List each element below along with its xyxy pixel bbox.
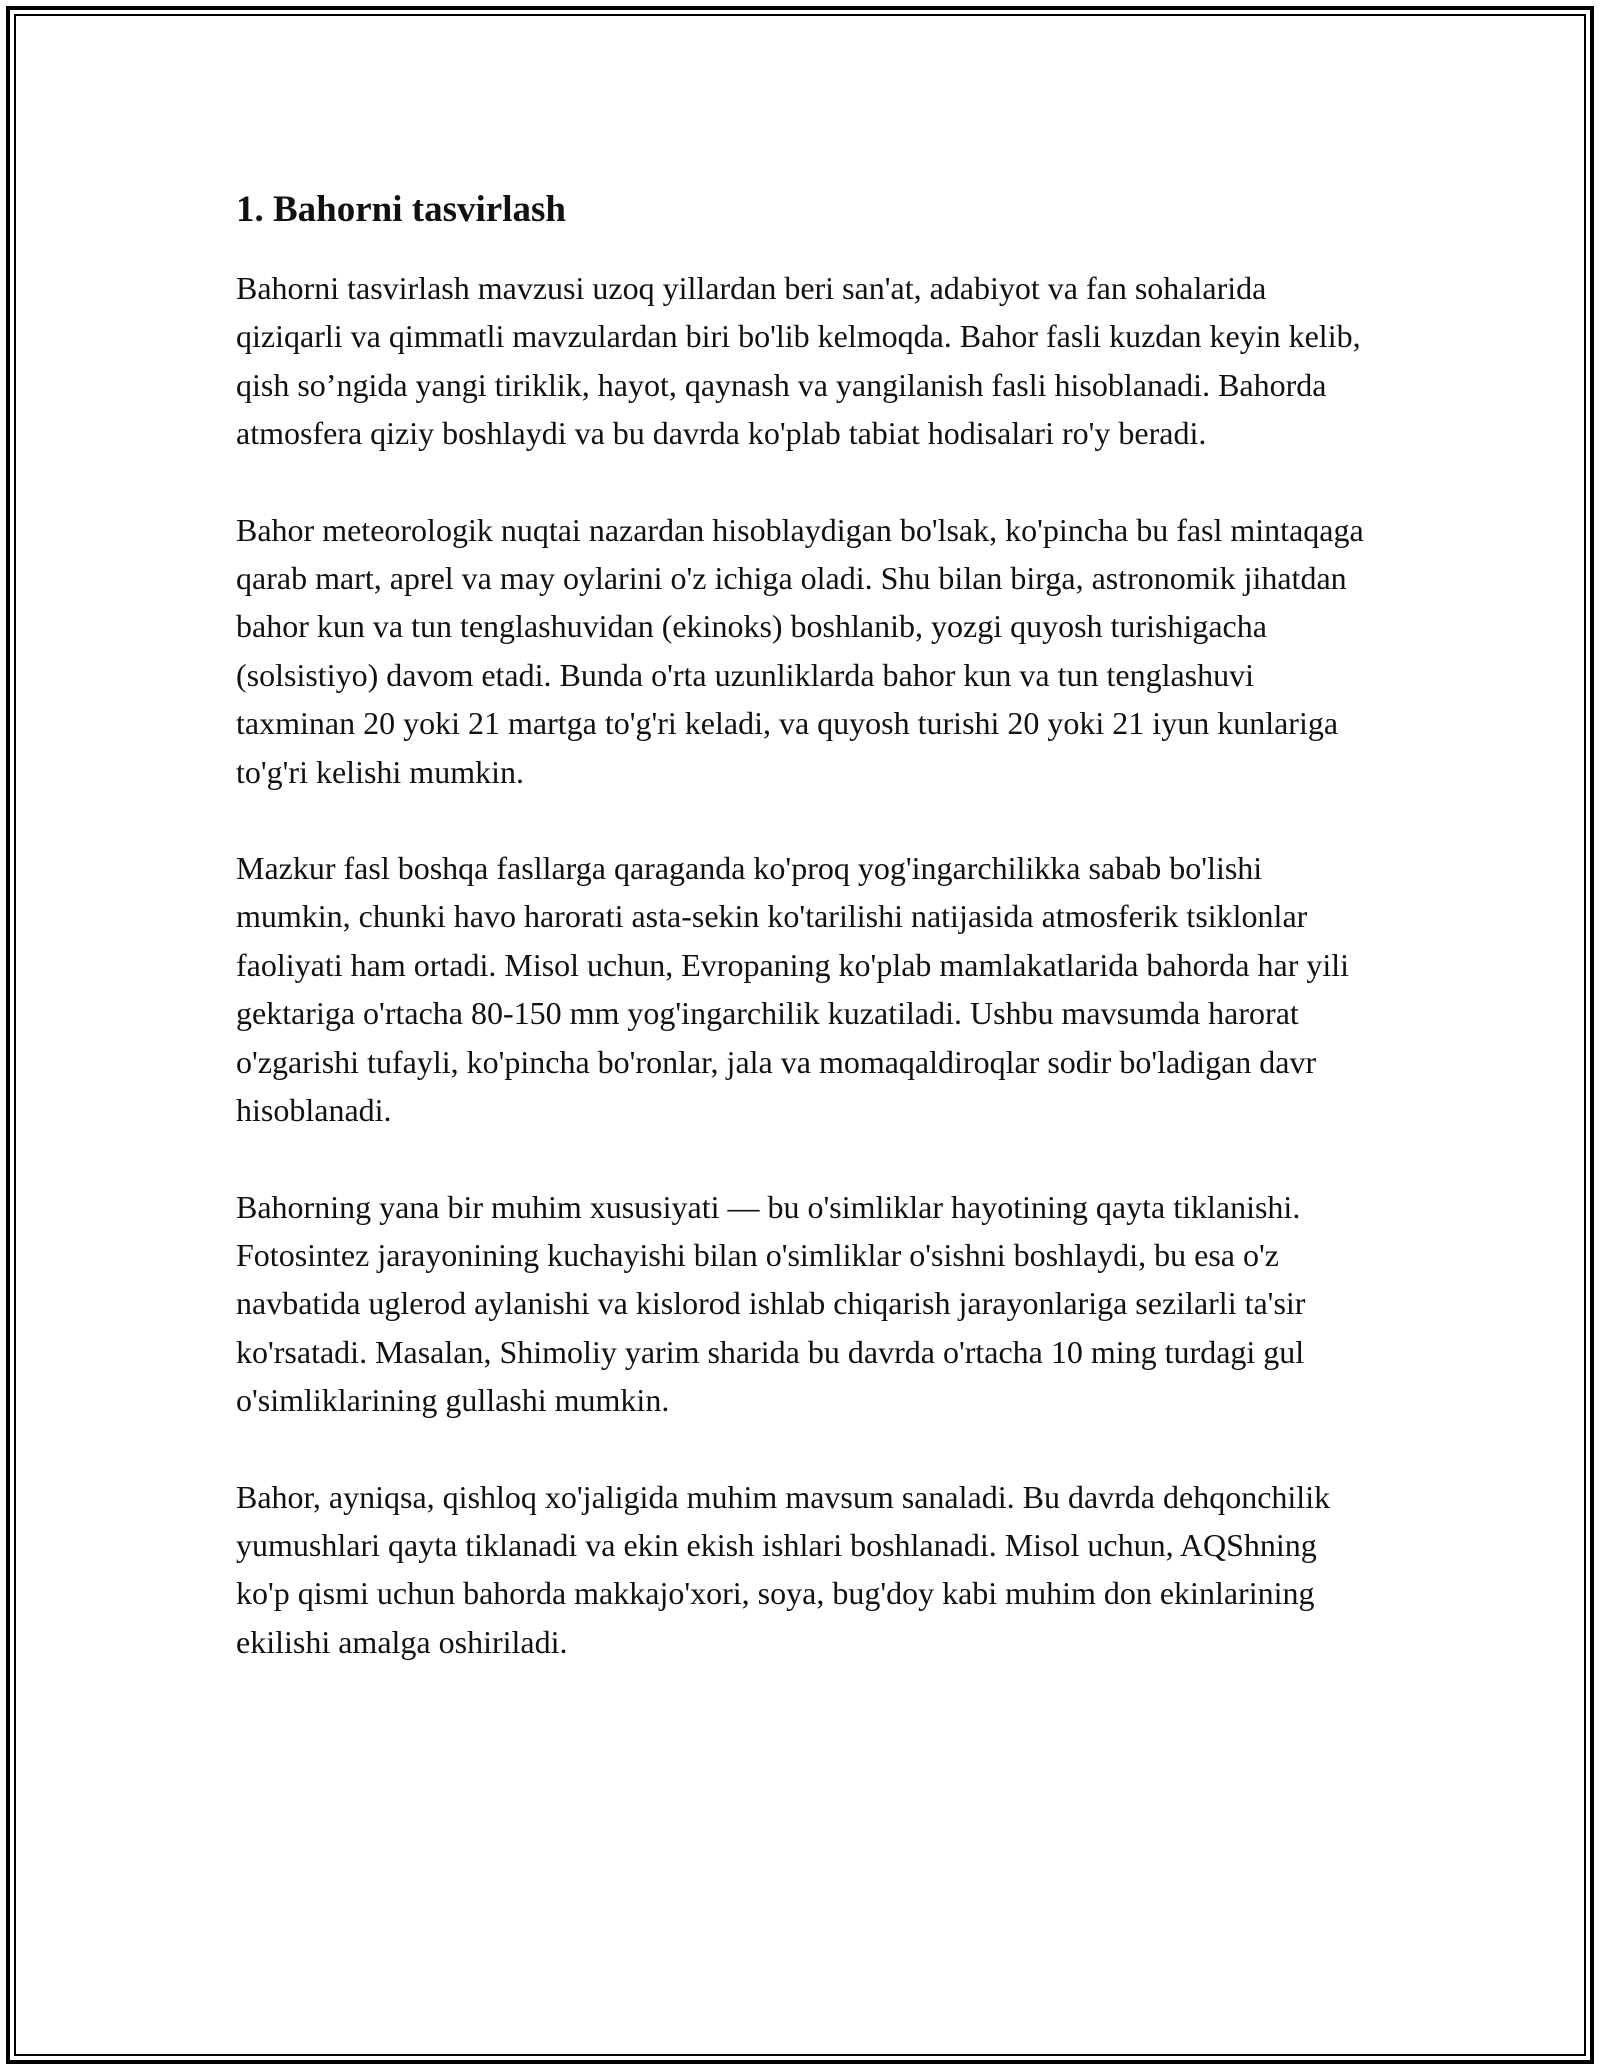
section-heading: 1. Bahorni tasvirlash (236, 189, 566, 230)
paragraph-agriculture: Bahor, ayniqsa, qishloq xo'jaligida muhim mavsum sanaladi. Bu davrda dehqonchilik yumushlari qayta tiklanadi va ekin ekish ishlari boshlanadi. Misol uchun, AQShning ko'p qismi uchun bahorda makkajo'xori, soya, bug'doy kabi muhim don ekinlarining ekilishi amalga oshiriladi. (236, 1478, 1331, 1660)
paragraph-intro: Bahorni tasvirlash mavzusi uzoq yillardan beri san'at, adabiyot va fan sohalarida qiziqarli va qimmatli mavzulardan biri bo'lib kelmoqda. Bahor fasli kuzdan keyin kelib, qish so’ngida yangi tiriklik, hayot, qaynash va yangilanish fasli hisoblanadi. Bahorda atmosfera qiziy boshlaydi va bu davrda ko'plab tabiat hodisalari ro'y beradi. (236, 270, 1361, 452)
document-body (236, 186, 1366, 1714)
paragraph-meteorology: Bahor meteorologik nuqtai nazardan hisoblaydigan bo'lsak, ko'pincha bu fasl mintaqaga qarab mart, aprel va may oylarini o'z ichiga oladi. Shu bilan birga, astronomik jihatdan bahor kun va tun tenglashuvidan (ekinoks) boshlanib, yozgi quyosh turishigacha (solsistiyo) davom etadi. Bunda o'rta uzunliklarda bahor kun va tun tenglashuvi taxminan 20 yoki 21 martga to'g'ri keladi, va quyosh turishi 20 yoki 21 iyun kunlariga to'g'ri kelishi mumkin. (236, 511, 1364, 790)
paragraph-plants: Bahorning yana bir muhim xususiyati — bu o'simliklar hayotining qayta tiklanishi. Fotosintez jarayonining kuchayishi bilan o'simliklar o'sishni boshlaydi, bu esa o'z navbatida uglerod aylanishi va kislorod ishlab chiqarish jarayonlariga sezilarli ta'sir ko'rsatadi. Masalan, Shimoliy yarim sharida bu davrda o'rtacha 10 ming turdagi gul o'simliklarining gullashi mumkin. (236, 1188, 1306, 1419)
paragraph-precipitation: Mazkur fasl boshqa fasllarga qaraganda ko'proq yog'ingarchilikka sabab bo'lishi mumkin, chunki havo harorati asta-sekin ko'tarilishi natijasida atmosferik tsiklonlar faoliyati ham ortadi. Misol uchun, Evropaning ko'plab mamlakatlarida bahorda har yili gektariga o'rtacha 80-150 mm yog'ingarchilik kuzatiladi. Ushbu mavsumda harorat o'zgarishi tufayli, ko'pincha bo'ronlar, jala va momaqaldiroqlar sodir bo'ladigan davr hisoblanadi. (236, 850, 1350, 1129)
